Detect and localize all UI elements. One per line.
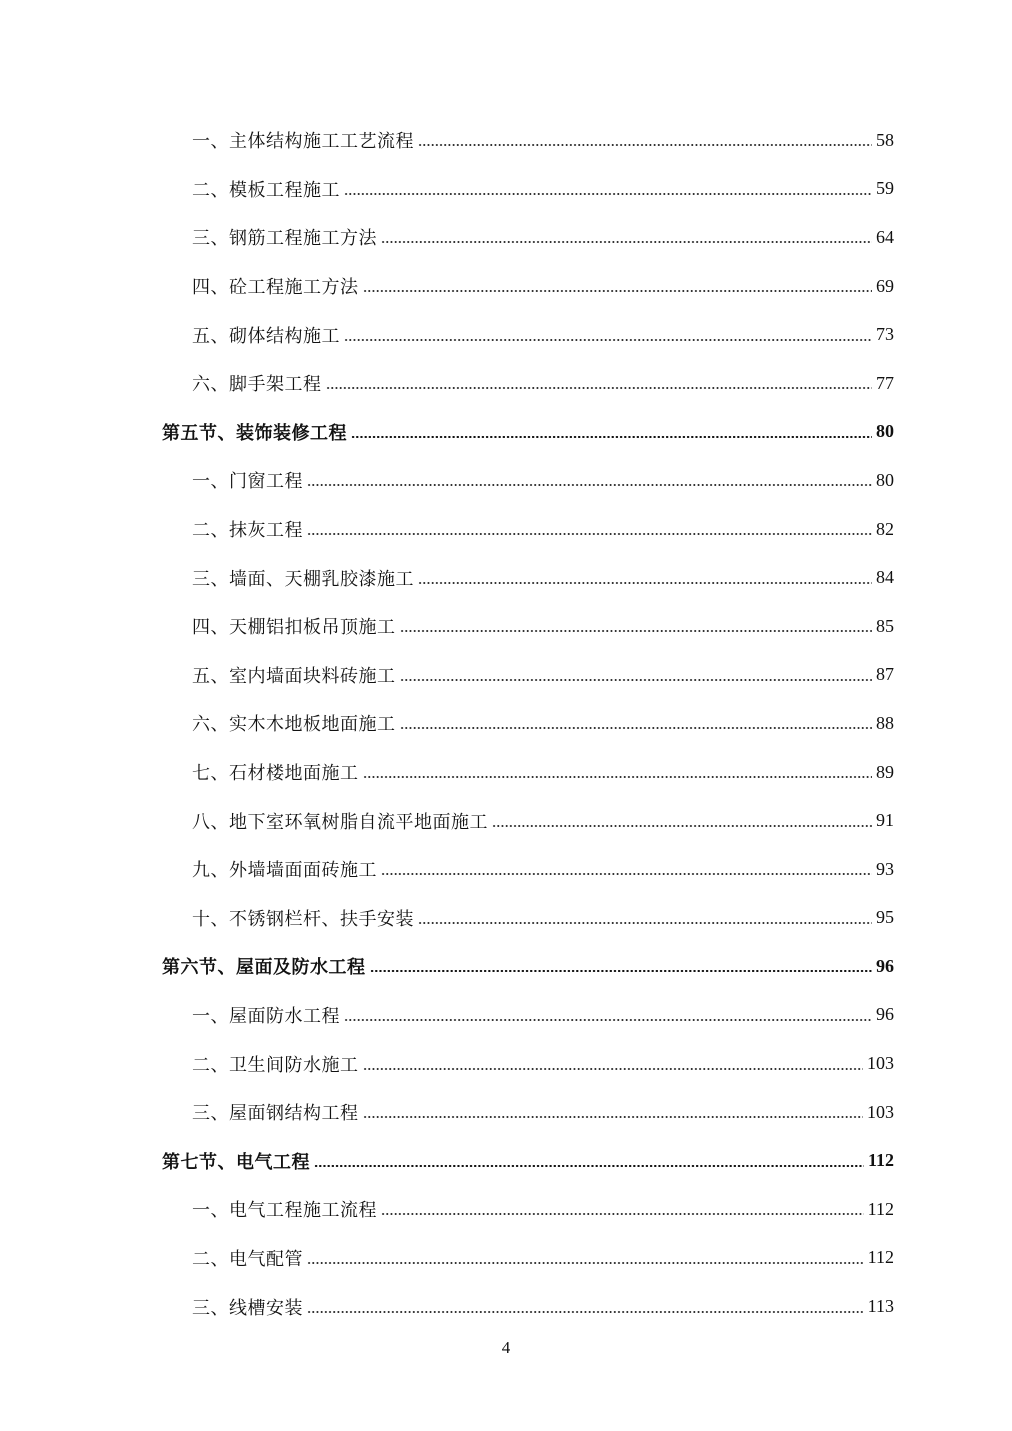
toc-entry-page: 112 <box>867 1247 894 1268</box>
toc-entry-title: 一、电气工程施工流程 <box>192 1200 377 1222</box>
dot-leader <box>400 630 873 632</box>
toc-section-page: 112 <box>867 1150 894 1171</box>
dot-leader <box>381 241 872 243</box>
toc-entry-title: 五、室内墙面块料砖施工 <box>192 665 396 687</box>
page-number: 4 <box>501 1338 511 1357</box>
dot-leader <box>370 970 873 972</box>
toc-entry[interactable] <box>0 213 1012 262</box>
dot-leader <box>381 1213 864 1215</box>
dot-leader <box>400 679 873 681</box>
toc-section-page: 96 <box>876 955 894 976</box>
toc-entry-title: 一、门窗工程 <box>192 471 303 493</box>
dot-leader <box>363 1116 864 1118</box>
toc-entry-title: 一、屋面防水工程 <box>192 1005 340 1027</box>
toc-entry[interactable] <box>0 699 1012 748</box>
toc-entry-title: 七、石材楼地面施工 <box>192 763 359 785</box>
toc-entry-page: 95 <box>876 907 894 928</box>
toc-entry[interactable] <box>0 456 1012 505</box>
toc-entry[interactable] <box>0 894 1012 943</box>
toc-section-entry[interactable] <box>0 942 1012 991</box>
toc-entry-title: 五、砌体结构施工 <box>192 325 340 347</box>
toc-entry-title: 二、电气配管 <box>192 1248 303 1270</box>
toc-entry[interactable] <box>0 359 1012 408</box>
toc-entry-title: 三、线槽安装 <box>192 1297 303 1319</box>
dot-leader <box>363 290 873 292</box>
dot-leader <box>418 582 872 584</box>
toc-entry-page: 88 <box>876 712 894 733</box>
toc-entry-page: 82 <box>876 518 894 539</box>
toc-entry-page: 58 <box>876 129 894 150</box>
toc-entry[interactable] <box>0 651 1012 700</box>
toc-entry[interactable] <box>0 991 1012 1040</box>
toc-entry-page: 85 <box>876 615 894 636</box>
toc-section-entry[interactable] <box>0 408 1012 457</box>
dot-leader <box>344 339 872 341</box>
toc-entry[interactable] <box>0 262 1012 311</box>
dot-leader <box>307 1311 864 1313</box>
table-of-contents <box>0 116 1012 1331</box>
toc-entry[interactable] <box>0 748 1012 797</box>
toc-entry-title: 八、地下室环氧树脂自流平地面施工 <box>192 811 488 833</box>
toc-entry-page: 91 <box>876 810 894 831</box>
toc-entry-page: 89 <box>876 761 894 782</box>
toc-entry-title: 三、墙面、天棚乳胶漆施工 <box>192 568 414 590</box>
dot-leader <box>418 922 872 924</box>
toc-entry-page: 77 <box>876 372 894 393</box>
toc-entry-title: 二、卫生间防水施工 <box>192 1054 359 1076</box>
dot-leader <box>307 484 872 486</box>
toc-entry-title: 三、钢筋工程施工方法 <box>192 228 377 250</box>
toc-entry-title: 四、天棚铝扣板吊顶施工 <box>192 617 396 639</box>
toc-entry-title: 四、砼工程施工方法 <box>192 277 359 299</box>
toc-entry-page: 103 <box>867 1101 894 1122</box>
toc-entry-page: 113 <box>867 1296 894 1317</box>
dot-leader <box>344 1019 872 1021</box>
toc-entry-page: 103 <box>867 1053 894 1074</box>
toc-entry[interactable] <box>0 1234 1012 1283</box>
toc-entry[interactable] <box>0 165 1012 214</box>
toc-entry[interactable] <box>0 310 1012 359</box>
toc-entry-title: 二、抹灰工程 <box>192 520 303 542</box>
toc-entry-page: 59 <box>876 178 894 199</box>
toc-section-title: 第五节、装饰装修工程 <box>162 422 347 444</box>
toc-entry-page: 96 <box>876 1004 894 1025</box>
toc-entry[interactable] <box>0 796 1012 845</box>
toc-entry-title: 六、实木木地板地面施工 <box>192 714 396 736</box>
toc-entry[interactable] <box>0 505 1012 554</box>
toc-entry-page: 93 <box>876 858 894 879</box>
toc-entry[interactable] <box>0 845 1012 894</box>
dot-leader <box>363 1068 864 1070</box>
toc-entry-page: 80 <box>876 469 894 490</box>
dot-leader <box>400 727 873 729</box>
toc-section-title: 第七节、电气工程 <box>162 1151 310 1173</box>
toc-entry-page: 73 <box>876 324 894 345</box>
toc-entry-page: 64 <box>876 226 894 247</box>
dot-leader <box>363 776 873 778</box>
toc-entry-title: 一、主体结构施工工艺流程 <box>192 131 414 153</box>
dot-leader <box>381 873 872 875</box>
toc-entry[interactable] <box>0 553 1012 602</box>
toc-entry[interactable] <box>0 1039 1012 1088</box>
toc-entry-page: 84 <box>876 567 894 588</box>
toc-entry-page: 87 <box>876 664 894 685</box>
dot-leader <box>314 1165 864 1167</box>
toc-entry-title: 十、不锈钢栏杆、扶手安装 <box>192 908 414 930</box>
dot-leader <box>307 1262 864 1264</box>
toc-entry-title: 二、模板工程施工 <box>192 179 340 201</box>
dot-leader <box>351 436 872 438</box>
toc-entry-title: 三、屋面钢结构工程 <box>192 1103 359 1125</box>
toc-entry-page: 69 <box>876 275 894 296</box>
dot-leader <box>307 533 872 535</box>
toc-entry-page: 112 <box>867 1198 894 1219</box>
toc-entry-title: 六、脚手架工程 <box>192 374 322 396</box>
dot-leader <box>344 193 872 195</box>
toc-entry[interactable] <box>0 1282 1012 1331</box>
dot-leader <box>418 144 872 146</box>
dot-leader <box>492 825 872 827</box>
toc-entry[interactable] <box>0 116 1012 165</box>
toc-section-title: 第六节、屋面及防水工程 <box>162 957 366 979</box>
toc-entry[interactable] <box>0 1185 1012 1234</box>
dot-leader <box>326 387 873 389</box>
toc-section-entry[interactable] <box>0 1136 1012 1185</box>
toc-entry[interactable] <box>0 1088 1012 1137</box>
toc-entry[interactable] <box>0 602 1012 651</box>
toc-entry-title: 九、外墙墙面面砖施工 <box>192 860 377 882</box>
toc-section-page: 80 <box>876 421 894 442</box>
